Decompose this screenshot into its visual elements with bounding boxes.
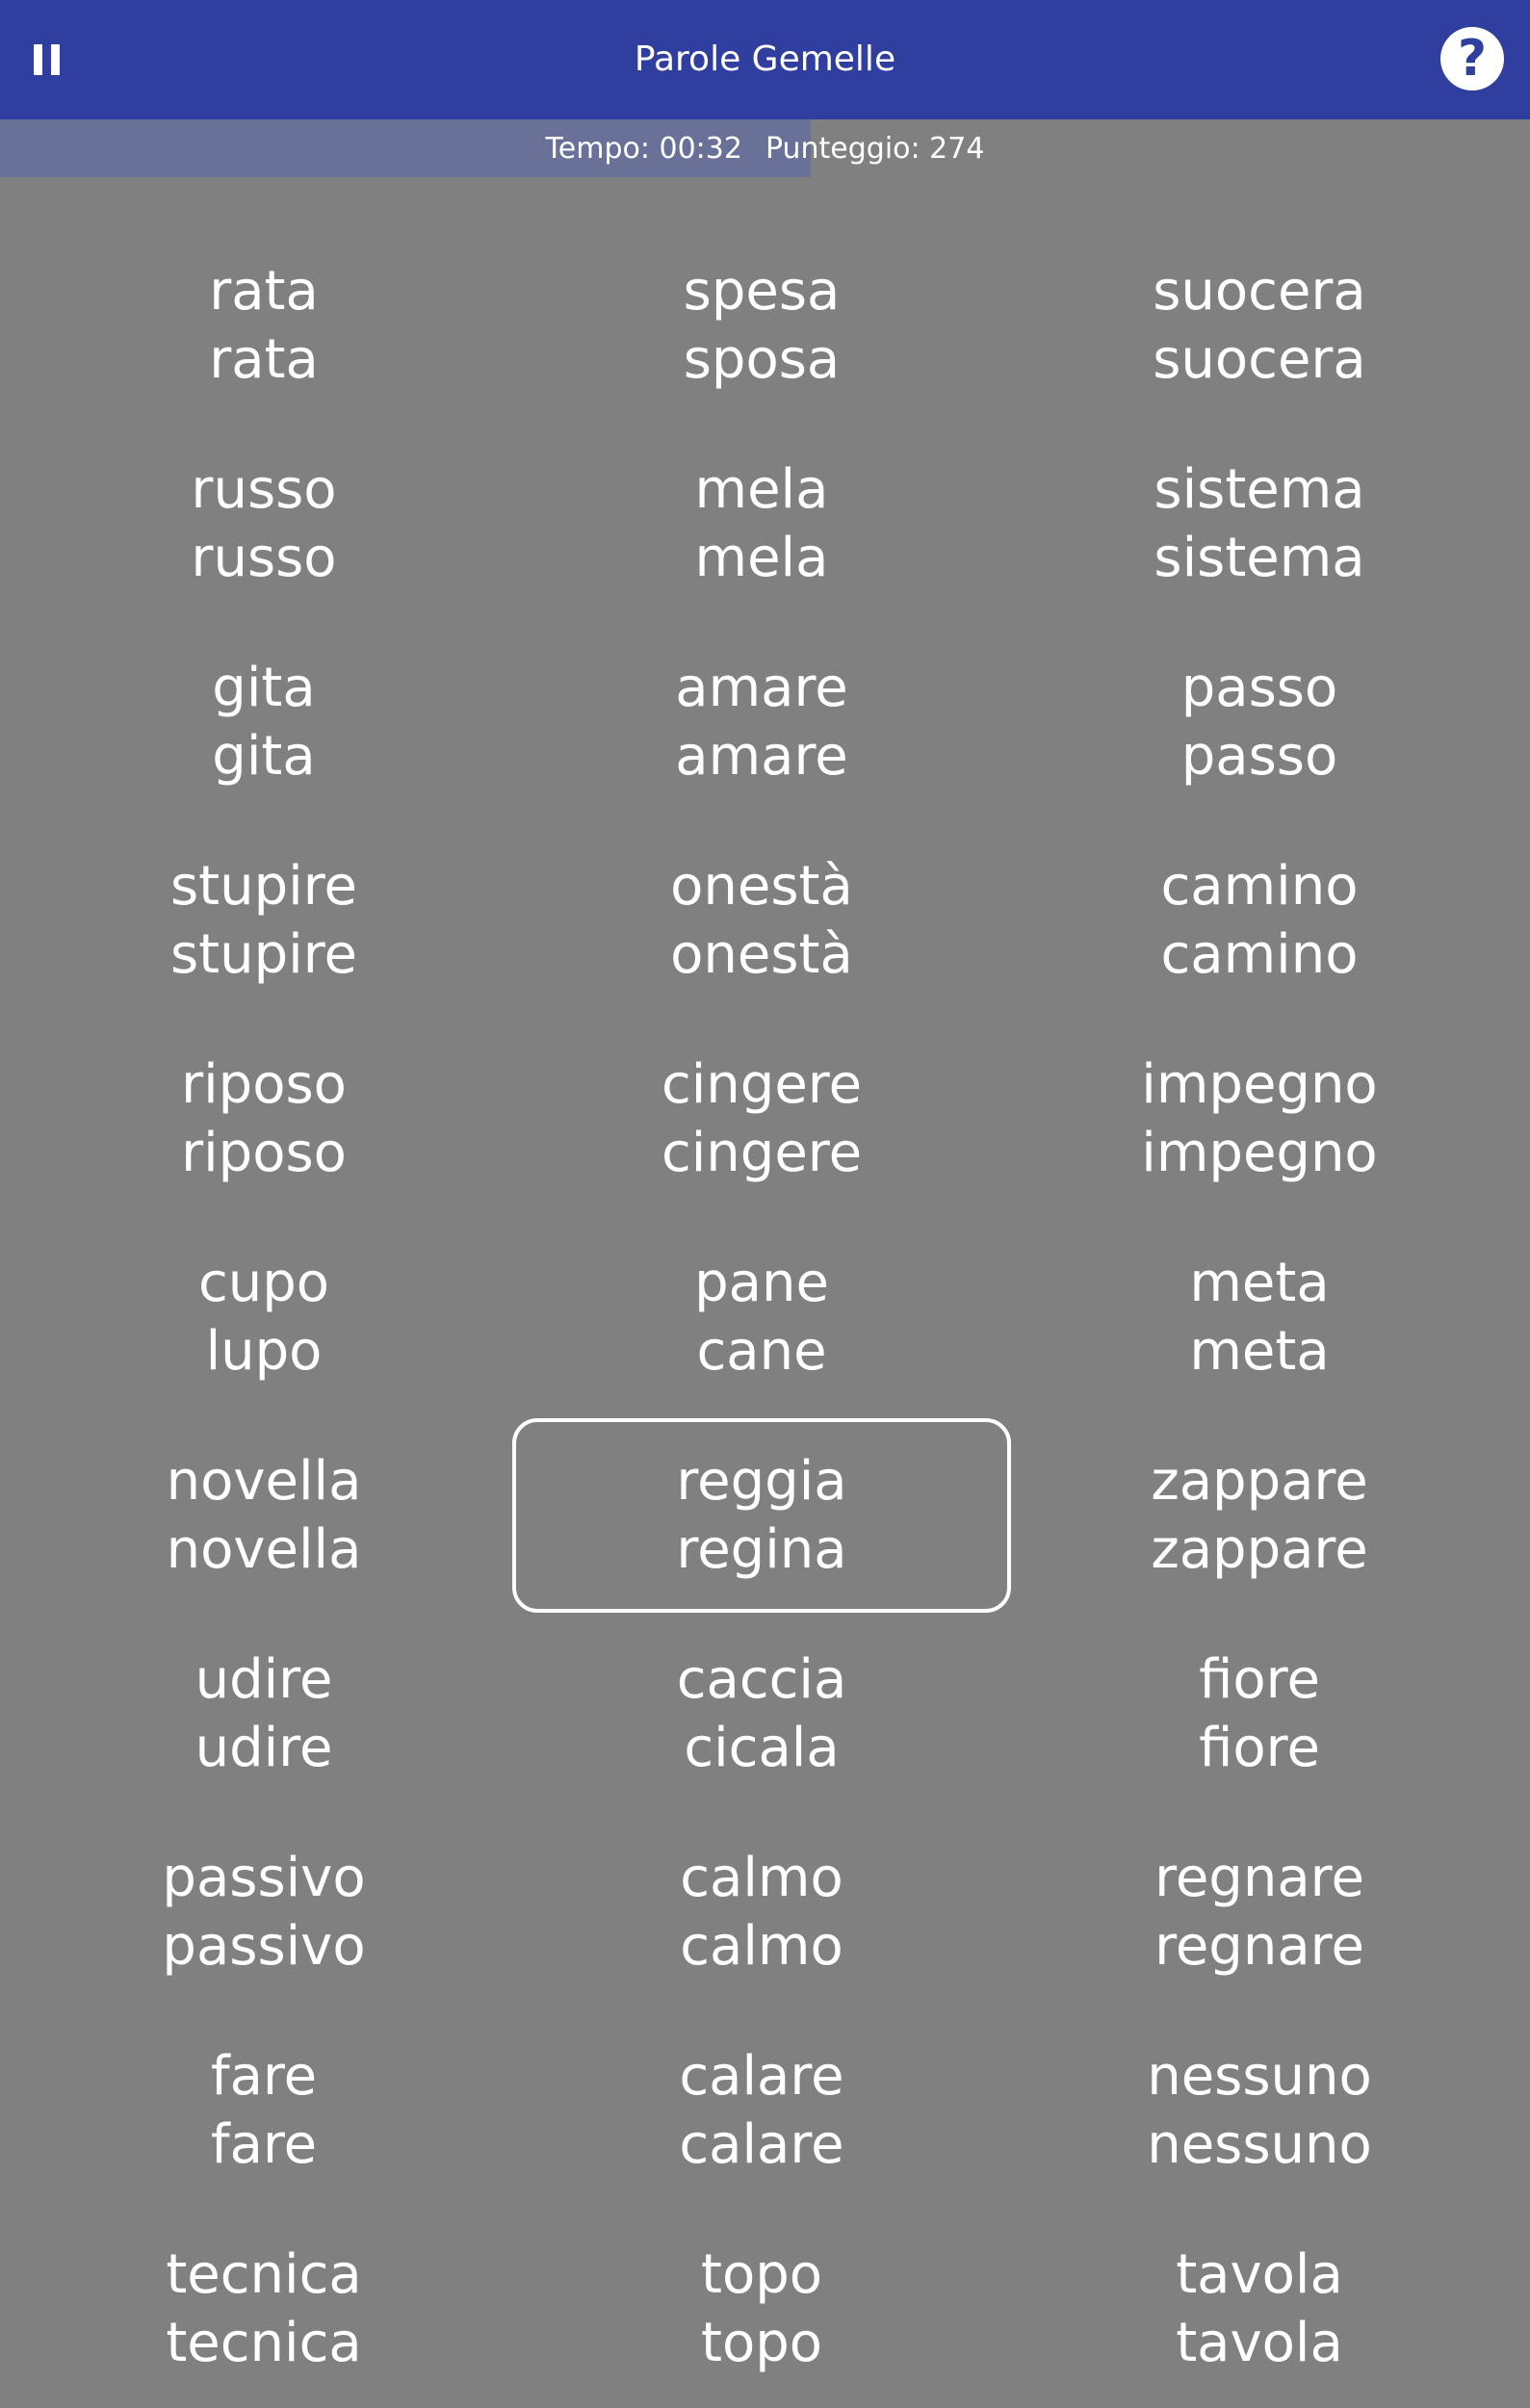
word-bottom: riposo <box>181 1122 347 1184</box>
word-pair-cell[interactable] <box>15 226 512 425</box>
word-bottom: cingere <box>661 1122 863 1184</box>
word-bottom: fare <box>210 2113 318 2176</box>
word-bottom: meta <box>1189 1320 1330 1383</box>
word-pair-cell[interactable] <box>512 1218 1011 1416</box>
word-top: russo <box>191 458 337 521</box>
word-bottom: tavola <box>1176 2312 1343 2374</box>
help-icon[interactable] <box>1440 27 1504 91</box>
word-bottom: passo <box>1180 725 1338 788</box>
word-bottom: udire <box>194 1717 333 1779</box>
word-pair-cell[interactable] <box>1011 1615 1508 1813</box>
help-glyph: ? <box>1457 30 1488 88</box>
word-pair-cell[interactable] <box>15 1615 512 1813</box>
word-pair-cell[interactable] <box>15 1813 512 2011</box>
word-bottom: camino <box>1160 923 1359 986</box>
word-top: camino <box>1160 855 1359 918</box>
word-pair-grid <box>15 226 1508 2408</box>
word-bottom: mela <box>694 527 829 589</box>
word-pair-cell[interactable] <box>1011 623 1508 821</box>
word-pair-cell[interactable] <box>1011 1416 1508 1615</box>
word-bottom: amare <box>675 725 848 788</box>
word-top: amare <box>675 657 848 719</box>
word-pair-cell[interactable] <box>512 623 1011 821</box>
word-top: regnare <box>1154 1847 1364 1909</box>
word-top: cupo <box>197 1252 330 1314</box>
word-top: impegno <box>1141 1053 1378 1116</box>
word-pair-cell[interactable] <box>1011 1020 1508 1218</box>
word-pair-cell[interactable] <box>1011 2210 1508 2408</box>
word-top: tecnica <box>166 2243 362 2306</box>
word-top: reggia <box>676 1450 847 1513</box>
word-bottom: zappare <box>1151 1518 1368 1581</box>
status-text <box>0 119 1530 177</box>
word-bottom: topo <box>700 2312 823 2374</box>
word-top: tavola <box>1176 2243 1343 2306</box>
word-bottom: cane <box>696 1320 827 1383</box>
word-bottom: passivo <box>162 1915 366 1978</box>
word-pair-cell[interactable] <box>512 2011 1011 2210</box>
word-top: sistema <box>1154 458 1365 521</box>
word-bottom: calmo <box>680 1915 843 1978</box>
status-strip <box>0 119 1530 177</box>
word-top: onestà <box>670 855 853 918</box>
word-bottom: sposa <box>683 328 841 391</box>
word-top: suocera <box>1153 260 1366 323</box>
word-top: udire <box>194 1648 333 1711</box>
word-pair-cell[interactable] <box>1011 226 1508 425</box>
word-pair-cell[interactable] <box>512 1020 1011 1218</box>
word-top: meta <box>1189 1252 1330 1314</box>
word-bottom: regnare <box>1154 1915 1364 1978</box>
word-bottom: cicala <box>684 1717 840 1779</box>
word-pair-cell[interactable] <box>1011 1813 1508 2011</box>
word-top: nessuno <box>1147 2045 1372 2108</box>
word-top: pane <box>694 1252 829 1314</box>
word-top: mela <box>694 458 829 521</box>
word-bottom: lupo <box>205 1320 323 1383</box>
word-top: fiore <box>1199 1648 1320 1711</box>
word-pair-cell[interactable] <box>512 821 1011 1020</box>
word-top: passo <box>1180 657 1338 719</box>
word-bottom: sistema <box>1154 527 1365 589</box>
word-top: rata <box>209 260 319 323</box>
word-pair-cell[interactable] <box>1011 2011 1508 2210</box>
word-top: fare <box>210 2045 318 2108</box>
word-pair-cell[interactable] <box>512 2210 1011 2408</box>
word-bottom: calare <box>679 2113 844 2176</box>
word-pair-cell[interactable] <box>512 1615 1011 1813</box>
word-pair-cell[interactable] <box>15 2011 512 2210</box>
word-pair-cell[interactable] <box>15 623 512 821</box>
top-app-bar <box>0 0 1530 119</box>
word-bottom: stupire <box>170 923 357 986</box>
word-bottom: rata <box>209 328 319 391</box>
word-pair-cell[interactable] <box>512 1813 1011 2011</box>
word-bottom: novella <box>166 1518 362 1581</box>
word-bottom: onestà <box>670 923 853 986</box>
word-top: caccia <box>676 1648 847 1711</box>
word-bottom: russo <box>191 527 337 589</box>
word-top: gita <box>212 657 316 719</box>
word-bottom: fiore <box>1199 1717 1320 1779</box>
word-pair-cell[interactable] <box>1011 821 1508 1020</box>
word-top: calmo <box>680 1847 843 1909</box>
word-pair-cell[interactable] <box>15 1020 512 1218</box>
word-pair-cell[interactable] <box>15 821 512 1020</box>
word-top: cingere <box>661 1053 863 1116</box>
word-pair-cell[interactable] <box>1011 1218 1508 1416</box>
word-pair-cell[interactable] <box>512 425 1011 623</box>
word-top: calare <box>679 2045 844 2108</box>
word-bottom: tecnica <box>166 2312 362 2374</box>
word-pair-cell[interactable] <box>512 226 1011 425</box>
word-pair-cell[interactable] <box>15 1218 512 1416</box>
word-top: passivo <box>162 1847 366 1909</box>
word-pair-cell[interactable] <box>1011 425 1508 623</box>
word-top: topo <box>700 2243 823 2306</box>
word-bottom: regina <box>676 1518 847 1581</box>
word-pair-cell[interactable] <box>15 425 512 623</box>
word-pair-cell[interactable] <box>15 2210 512 2408</box>
word-bottom: nessuno <box>1147 2113 1372 2176</box>
word-bottom: gita <box>212 725 316 788</box>
word-top: stupire <box>170 855 357 918</box>
time-label: Tempo: 00:32 <box>545 131 742 166</box>
word-bottom: suocera <box>1153 328 1366 391</box>
app-title: Parole Gemelle <box>634 39 896 79</box>
word-pair-cell[interactable] <box>15 1416 512 1615</box>
word-top: novella <box>166 1450 362 1513</box>
word-top: riposo <box>181 1053 347 1116</box>
word-pair-cell-selected[interactable] <box>512 1416 1011 1615</box>
score-label: Punteggio: 274 <box>765 131 985 166</box>
word-top: spesa <box>683 260 841 323</box>
word-top: zappare <box>1151 1450 1368 1513</box>
word-bottom: impegno <box>1141 1122 1378 1184</box>
